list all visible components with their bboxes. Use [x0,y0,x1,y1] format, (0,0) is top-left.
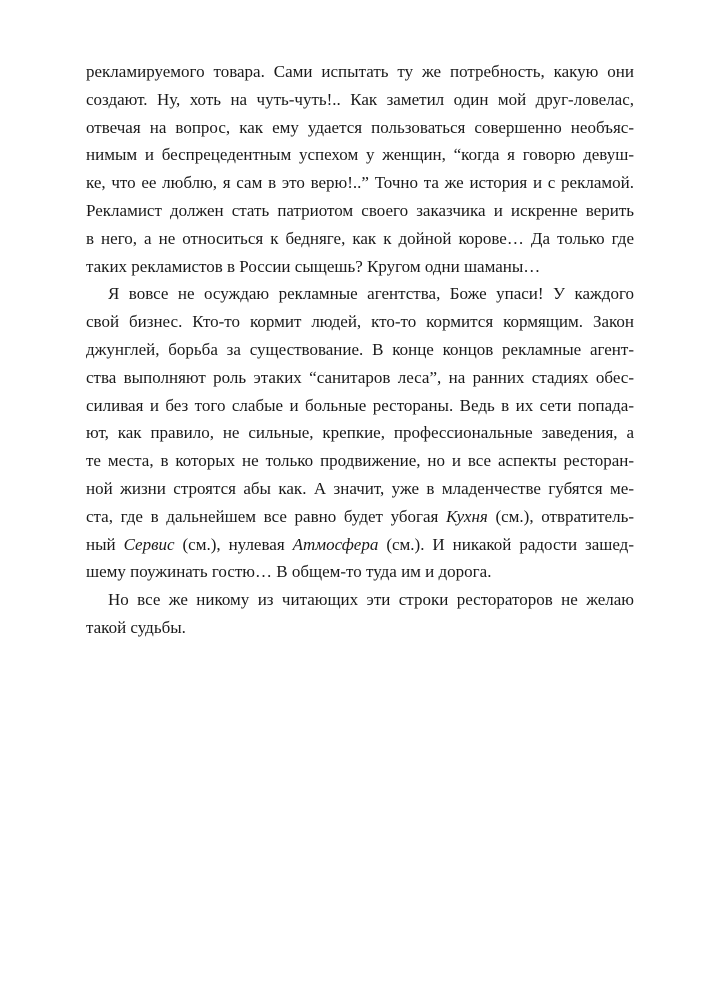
text-segment: рекламируемого товара. Сами испытать ту же потребность, какую они [86,62,634,81]
text-segment: ства выполняют роль этаких “санитаров леса”, на ранних стадиях обес- [86,367,634,387]
text-segment: Рекламист должен стать патриотом своего заказчика и искренне верить [86,200,634,220]
text-segment: такой судьбы. [86,617,186,637]
text-segment: в него, а не относиться к бедняге, как к дойной корове… Да только где [86,228,634,248]
text-segment: джунглей, борьба за существование. В конце концов рекламные агент- [86,339,634,359]
text-segment: силивая и без того слабые и больные рестораны. Ведь в их сети попада- [86,395,634,415]
text-line [86,364,634,392]
text-segment: (см.), отвратитель- [487,506,634,526]
italic-term: Атмосфера [292,534,379,554]
text-line [86,503,634,531]
text-line [86,419,634,447]
italic-term: Кухня [446,506,488,526]
text-line [86,447,634,475]
text-segment: свой бизнес. Кто-то кормит людей, кто-то кормится кормящим. Закон [86,312,634,332]
text-line [86,169,634,197]
text-line [86,336,634,364]
text-line [86,86,634,114]
paragraph [86,586,634,642]
text-segment: Но все же никому из читающих эти строки рестораторов не желаю [108,590,634,610]
text-line [86,531,634,559]
text-segment: ста, где в дальнейшем все равно будет убогая [86,506,447,526]
text-segment: шему поужинать гостю… В общем-то туда им и дорога. [86,562,492,582]
text-segment: Я вовсе не осуждаю рекламные агентства, Боже упаси! У каждого [108,284,634,304]
text-segment: ке, что ее люблю, я сам в это верю!..” Точно та же история и с рекламой. [86,173,634,193]
text-line [86,558,634,586]
text-line [86,308,634,336]
text-line [86,475,634,503]
text-line [86,114,634,142]
text-line [86,614,634,642]
text-segment: (см.). И никакой радости зашед- [378,534,634,554]
text-line [86,58,634,86]
paragraph [86,280,634,586]
text-segment: нимым и беспрецедентным успехом у женщин, “когда я говорю девуш- [86,145,634,165]
body-text [86,58,634,642]
text-segment: таких рекламистов в России сыщешь? Кругом одни шаманы… [86,256,541,276]
text-segment: ной жизни строятся абы как. А значит, уже в младенчестве губятся ме- [86,478,634,498]
text-line [86,280,634,308]
text-segment: ный [86,534,124,554]
text-segment: ют, как правило, не сильные, крепкие, профессиональные заведения, а [86,423,634,443]
text-line [86,141,634,169]
text-line [86,253,634,281]
text-segment: отвечая на вопрос, как ему удается пользоваться совершенно необъяс- [86,117,634,137]
text-line [86,586,634,614]
paragraph [86,58,634,280]
text-line [86,197,634,225]
text-segment: создают. Ну, хоть на чуть-чуть!.. Как заметил один мой друг-ловелас, [86,89,634,109]
text-line [86,225,634,253]
italic-term: Сервис [123,534,175,554]
text-segment: (см.), нулевая [174,534,293,554]
text-segment: те места, в которых не только продвижение, но и все аспекты ресторан- [86,451,634,471]
text-line [86,392,634,420]
